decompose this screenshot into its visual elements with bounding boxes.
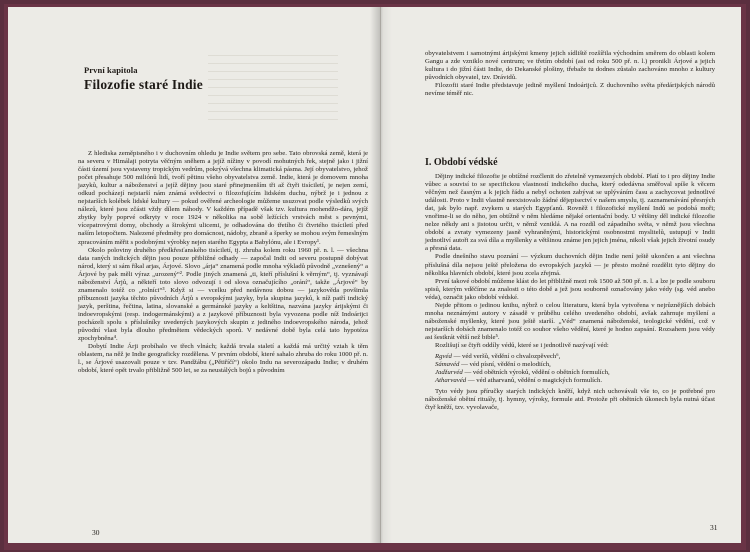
veda-description: — véd veršů, vědění o chvalozpěvech⁶, [451, 353, 561, 361]
paragraph: Filozofii staré Indie představuje jedině myšlení Indoárijců. Z duchovního světa předárijských národů nevíme téměř nic. [425, 82, 715, 98]
paragraph: Rozlišují se čtyři oddíly védů, které se i jednotlivě nazývají véd: [435, 341, 609, 349]
page-number: 31 [710, 523, 718, 532]
veda-description: — véd obětních výroků, vědění o obětních formulích, [462, 369, 610, 377]
right-top-text [425, 50, 715, 98]
right-body-text [425, 173, 715, 412]
chapter-label: První kapitola [84, 65, 138, 75]
veda-description: — véd písní, vědění o melodiích, [459, 361, 551, 369]
veda-name: Rgvéd [435, 353, 452, 361]
paragraph: Okolo poloviny druhého předkřesťanského tisíciletí, tj. zhruba kolem roku 1960 př. n. l. — všechna data raných indických dějin jsou pouze přibližné odhady — započal Indii od severu postupně dobývat národ, který si sám říkal arjas, Árjové. Slovo „árja“ znamená podle mnoha výkladů původně „vznešený“ a Árjové by pak měli výraz „urozený“². Podle jiných znamená „ti, kteří příslušní k věrným“, tj. vyznávají náboženství Árjů, a někteří toto slovo odvozují i od slova označujícího „orání“, takže „Árjové“ by znamenalo totéž co „rolníci“³. Když si — vcelku před nedávnou dobou — jazykověda povšimla příbuznosti jazyka těchto původních Árjů s evropskými jazyky, byla skupina jazyků, k níž patří indický jazyk, perština, řečtina, latina, slovanské a germánské jazyky a keltština, nazvána jazyky árijskými či indoevropskými (resp. indogermánskými) a z jazykové příbuznosti byla vyvozena podle níž Indoárijci pocházeli spolu s příslušníky uvedených jazykových skupin z jediného indoevropského národa, jehož původní vlast byla dlouho předmětem vědeckých sporů. V nedávné době byla celá tato hypotéza zpochybněna⁴. [78, 246, 368, 343]
list-item [435, 353, 715, 361]
list-item [435, 361, 715, 369]
veda-list [435, 353, 715, 385]
chapter-title: Filozofie staré Indie [84, 77, 203, 92]
paragraph: První takové období můžeme klást do let přibližně mezi rok 1500 až 500 př. n. l. a lze je podle souboru spisů, kterým vděčíme za znalosti o této době a jež jsou souborně označovány jako védy (sg. véd anebo véda), označit jako období védské. [425, 277, 715, 301]
veda-name: Jadžurvéd [435, 369, 463, 377]
paragraph: Dějiny indické filozofie je obtížné rozčlenit do zřetelně vymezených období. Platí to i pro dějiny Indie vůbec a souvisí to se specifickou vlastností indického ducha, který odedávna směřoval spíše k věcem věčným než časným a k jejich řádu a nebyl ochoten zabývat se uplýváním času a zachycovat jednotlivé události. Proto v Indii vlastně neexistovalo žádné dějepisectví v našem smyslu, tj. zaznamenávání přesných dat, jak bylo např. zvykem u starých Egypťanů. Rovněž i filozofické myšlení Indů se podobá moři; vnořime-li se do něho, jen obtížně v něm hledáme nějaké orientační body. U většiny děl indické filozofie nelze někdy ani s jistotou určit, v němž vzniklá. A na rozdíl od západního světa, v němž jsou všechna období a zvraty vymezeny jasně vyhraněnými, historickými osobnostmi myslitelů, ustupují v Indii jednotliví autoři za svá díla a myšlenky a většinou známe jen jejich jména, nikoli však jejich životní osudy a přesná data. [425, 173, 715, 253]
paragraph: Dobytí Indie Árji probíhalo ve třech vlnách; každá trvala staletí a každá má určitý vztah k těm oblastem, na něž je Indie geograficky rozdělena. V prvním období, které sahalo zhruba do roku 1000 př. n. l., se Árjové usazovali pouze v tzv. Pandžábu („Pětiříčí“) okolo Indu na severozápadu Indie; v druhém období, které opět trvalo přibližně 500 let, se za neustálých bojů s původním [78, 343, 368, 375]
veda-description: — véd atharvanů, vědění o magických formulích. [466, 377, 603, 385]
list-item [435, 369, 715, 377]
page-number: 30 [92, 528, 100, 537]
paragraph: Nejde přitom o jedinou knihu, nýbrž o celou literaturu, která byla vytvořena v nejrůznějších dobách mnoha neznámými autory v zásadě v průběhu celého uvedeného období, avšak zahrnuje myšlení a náboženské myšlenky, které jsou ještě starší. „Véd“ znamená náboženské, teologické vědění, což v nejstarších dobách znamenalo totéž co souhor všeho vědění, které je hodno zapsání. Rozsahem jsou védy asi šestkrát větší než bible⁵. [425, 301, 715, 341]
paragraph: Podle dnešního stavu poznání — výzkum duchovních dějin Indie není ještě ukončen a ani všechna příslušná díla nejsou ještě přeložena do evropských jazyků — je přesto možné rozdělit tyto dějiny do několika hlavních období, které jsou zcela zřejmá. [425, 253, 715, 277]
paragraph: obyvatelstvem i samotnými árijskými kmeny jejich sídliště rozšířila východním směrem do oblasti kolem Gangu a zde vzniklo nové centrum; ve třetím období (asi od roku 500 př. n. l.) pronikli Árjové a jejich kultura i do jižní části Indie, do Dekanské plošiny, třebaže tu dodnes zůstalo zachováno mnoho z kultury původních obyvatel, tzv. Drávidů. [425, 50, 715, 82]
paragraph: Z hlediska zeměpisného i v duchovním ohledu je Indie světem pro sebe. Tato obrovská země, která je na severu v Himálaji potryta věčným sněhem a jejíž nížiny v povodí mohutných řek, stejně jako i jižní části území jsou vystaveny tropickým vedrům, pokrývá všechna klimatická pásma. Její obyvatelstvo, jehož počet přesahuje 500 miliónů lidí, tvoří pětinu všeho obyvatelstva země. Indie, která je domovem mnoha jazyků, kultur a náboženství a jejíž dějiny jsou staré přinejmenším tři až čtyři tisíciletí, je nejen zemí, odkud pocházejí nejstarší nám známá svědectví o filozofujícím lidském duchu, nýbrž je i jednou z nejstarších kolébek lidské kultury — pokud ověřené archeologie můžeme usuzovat podle výsledků svých nálezů, které jsou zčásti vždy dílem náhody. V každém případě však tzv. kultura mohendžo-dára, jejíž zbytky byly poprvé odkryty v roce 1924 v několika na sobě ležících vrstvách měst s pevnými, vícepatrovými domy, obchody a širokými ulicemi, je odhadována do třetího či čtvrtého tisíciletí před naším letopočtem. Nalezené předměty pro domácnost, nádoby, zbraně a šperky se mohou svým řemeslným zpracováním měřit s podobnými výrobky nejen starého Egypta a Babylónu, ale i Evropy¹. [78, 150, 368, 246]
veda-name: Atharvavéd [435, 377, 467, 385]
left-body-text [78, 150, 368, 375]
bleed-through-text [208, 55, 338, 125]
paragraph: Tyto védy jsou příručky starých indických kněží, když nich uchovávali vše to, co je potřebné pro náboženské obětní rituály, tj. hymny, výroky, formule atd. Protože při obětních úkonech byla nutná účast čtyř kněží, tzv. vyvolavače, [425, 388, 715, 412]
section-heading: I. Období védské [425, 157, 498, 168]
right-page [381, 7, 741, 543]
list-item [435, 377, 715, 385]
veda-name: Sámavéd [435, 361, 460, 369]
left-page [8, 7, 381, 543]
